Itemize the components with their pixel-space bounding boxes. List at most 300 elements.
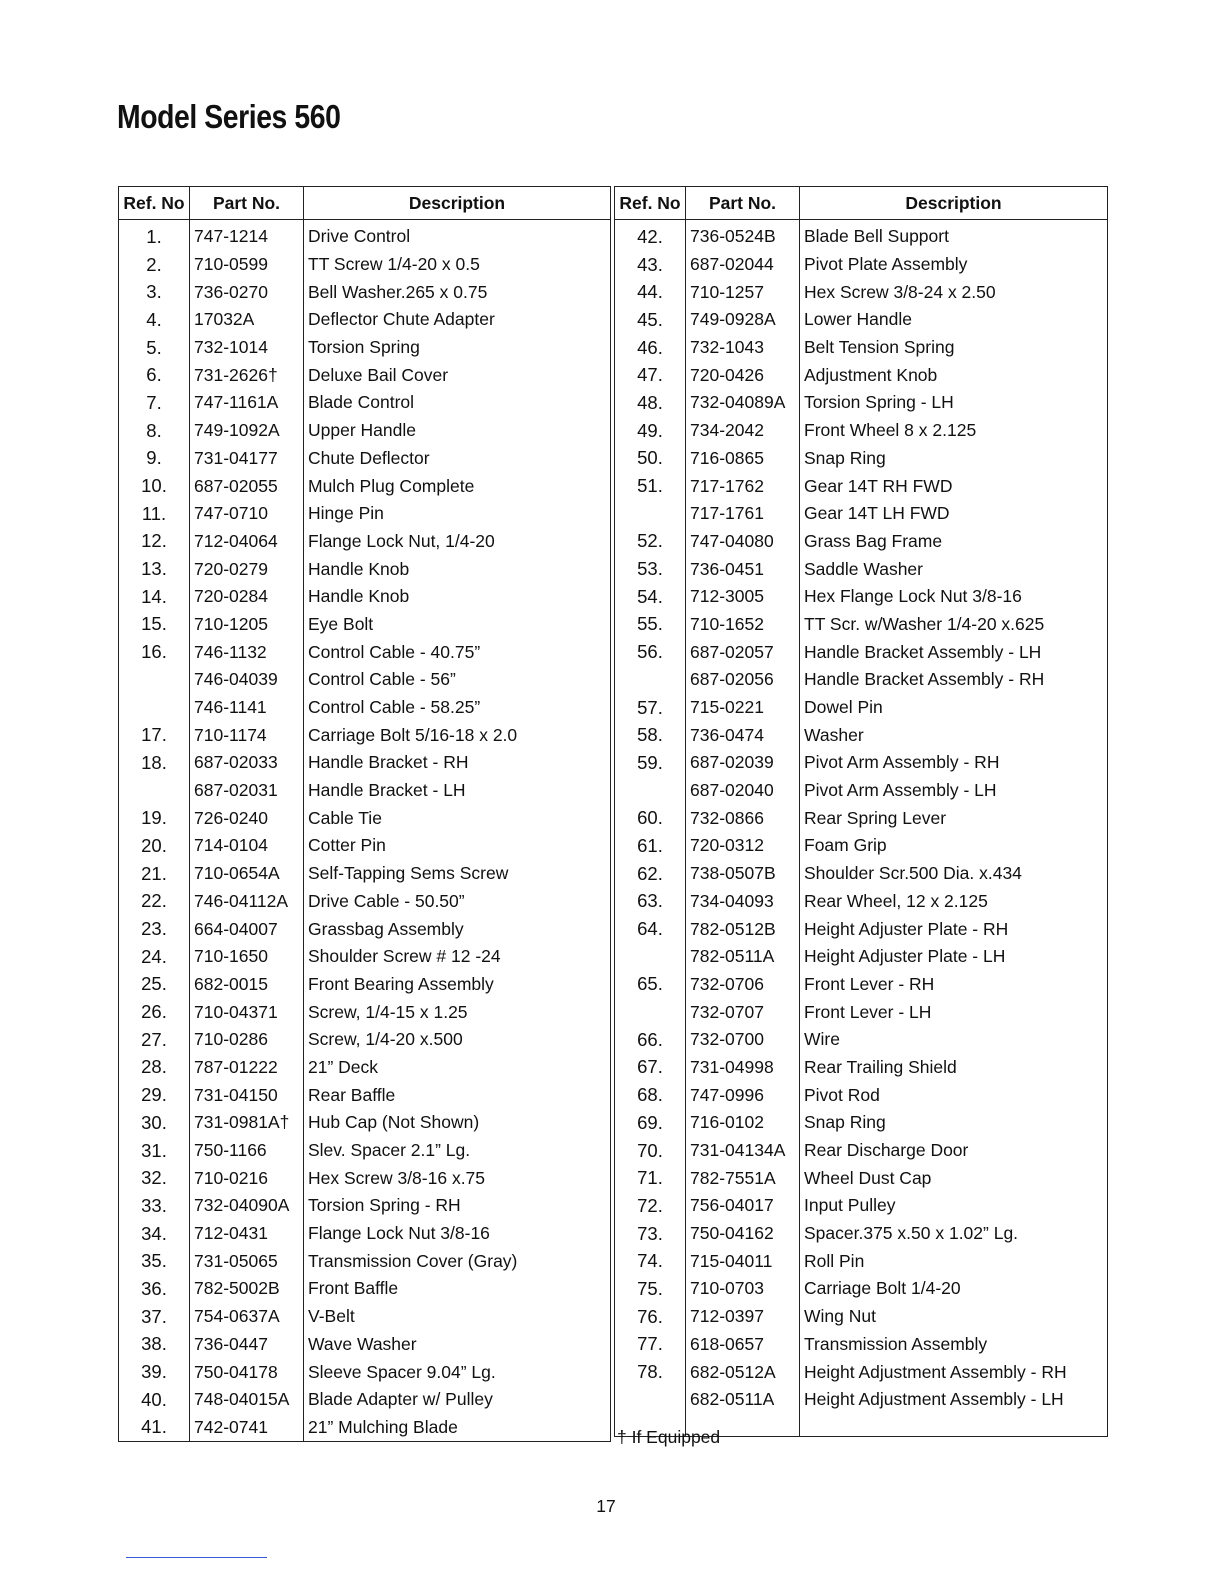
description-cell: Shoulder Screw # 12 -24 — [304, 943, 611, 971]
table-row — [615, 1220, 1108, 1248]
part-no-cell: 732-1043 — [686, 334, 800, 362]
ref-no-cell: 50. — [615, 445, 686, 473]
ref-no-cell: 6. — [119, 361, 190, 389]
description-cell: Flange Lock Nut, 1/4-20 — [304, 528, 611, 556]
description-cell: Cable Tie — [304, 804, 611, 832]
part-no-cell: 720-0284 — [190, 583, 304, 611]
part-no-cell: 750-1166 — [190, 1137, 304, 1165]
description-cell: Front Wheel 8 x 2.125 — [800, 417, 1108, 445]
ref-no-cell: 37. — [119, 1303, 190, 1331]
description-cell: Handle Knob — [304, 555, 611, 583]
ref-no-cell: 40. — [119, 1386, 190, 1414]
part-no-cell: 732-1014 — [190, 334, 304, 362]
part-no-cell: 746-1141 — [190, 694, 304, 722]
part-no-cell: 710-04371 — [190, 998, 304, 1026]
ref-no-cell: 75. — [615, 1275, 686, 1303]
ref-no-cell: 41. — [119, 1414, 190, 1442]
part-no-cell: 782-0511A — [686, 943, 800, 971]
description-cell: Hex Flange Lock Nut 3/8-16 — [800, 583, 1108, 611]
table-row — [615, 638, 1108, 666]
table-row — [615, 971, 1108, 999]
part-no-cell: 747-1161A — [190, 389, 304, 417]
table-row — [119, 998, 611, 1026]
part-no-cell: 716-0865 — [686, 445, 800, 473]
ref-no-cell: 51. — [615, 472, 686, 500]
table-row — [615, 555, 1108, 583]
part-no-cell: 736-0270 — [190, 278, 304, 306]
table-row — [615, 361, 1108, 389]
part-no-cell: 717-1762 — [686, 472, 800, 500]
description-cell: Height Adjustment Assembly - RH — [800, 1358, 1108, 1386]
part-no-cell: 726-0240 — [190, 804, 304, 832]
table-row — [615, 1109, 1108, 1137]
ref-no-cell: 14. — [119, 583, 190, 611]
part-no-cell: 710-0703 — [686, 1275, 800, 1303]
description-cell: Control Cable - 58.25” — [304, 694, 611, 722]
ref-no-cell: 56. — [615, 638, 686, 666]
part-no-cell: 710-1257 — [686, 278, 800, 306]
table-row — [615, 832, 1108, 860]
description-cell: Foam Grip — [800, 832, 1108, 860]
part-no-cell: 731-2626† — [190, 361, 304, 389]
description-cell: Dowel Pin — [800, 694, 1108, 722]
table-row — [615, 445, 1108, 473]
ref-no-cell: 57. — [615, 694, 686, 722]
ref-no-cell: 21. — [119, 860, 190, 888]
part-no-cell: 734-04093 — [686, 888, 800, 916]
part-no-cell: 17032A — [190, 306, 304, 334]
ref-no-cell: 12. — [119, 528, 190, 556]
ref-no-cell: 16. — [119, 638, 190, 666]
description-cell: Wheel Dust Cap — [800, 1164, 1108, 1192]
table-row — [615, 220, 1108, 251]
ref-no-cell: 67. — [615, 1054, 686, 1082]
description-cell: Height Adjuster Plate - LH — [800, 943, 1108, 971]
description-cell: Handle Bracket - RH — [304, 749, 611, 777]
table-row — [119, 1109, 611, 1137]
ref-no-cell: 77. — [615, 1331, 686, 1359]
ref-no-cell: 31. — [119, 1137, 190, 1165]
part-no-cell: 710-1174 — [190, 721, 304, 749]
description-cell: Rear Wheel, 12 x 2.125 — [800, 888, 1108, 916]
part-no-cell: 747-0710 — [190, 500, 304, 528]
part-no-cell: 732-0700 — [686, 1026, 800, 1054]
table-row — [615, 694, 1108, 722]
table-row — [119, 1026, 611, 1054]
ref-no-cell: 5. — [119, 334, 190, 362]
table-row — [615, 1026, 1108, 1054]
part-no-cell: 687-02040 — [686, 777, 800, 805]
description-cell: Roll Pin — [800, 1247, 1108, 1275]
description-cell: Hex Screw 3/8-24 x 2.50 — [800, 278, 1108, 306]
part-no-cell: 712-0431 — [190, 1220, 304, 1248]
description-cell: Screw, 1/4-15 x 1.25 — [304, 998, 611, 1026]
ref-no-cell: 25. — [119, 971, 190, 999]
description-cell: Screw, 1/4-20 x.500 — [304, 1026, 611, 1054]
part-no-cell: 715-0221 — [686, 694, 800, 722]
description-cell: Blade Adapter w/ Pulley — [304, 1386, 611, 1414]
description-cell: Torsion Spring - LH — [800, 389, 1108, 417]
ref-no-cell: 7. — [119, 389, 190, 417]
part-no-cell: 710-0654A — [190, 860, 304, 888]
part-no-cell: 749-0928A — [686, 306, 800, 334]
table-row — [119, 1220, 611, 1248]
table-row — [119, 306, 611, 334]
part-no-cell: 732-0866 — [686, 804, 800, 832]
part-no-cell: 720-0312 — [686, 832, 800, 860]
description-cell: Hinge Pin — [304, 500, 611, 528]
part-no-cell: 742-0741 — [190, 1414, 304, 1442]
ref-no-cell: 35. — [119, 1247, 190, 1275]
table-header-row — [119, 187, 611, 220]
table-row — [615, 666, 1108, 694]
part-no-cell: 746-04039 — [190, 666, 304, 694]
description-cell: Sleeve Spacer 9.04” Lg. — [304, 1358, 611, 1386]
description-cell: Transmission Cover (Gray) — [304, 1247, 611, 1275]
table-row — [119, 1331, 611, 1359]
description-cell: Blade Bell Support — [800, 220, 1108, 251]
ref-no-cell — [615, 777, 686, 805]
ref-no-cell: 78. — [615, 1358, 686, 1386]
ref-no-cell: 10. — [119, 472, 190, 500]
part-no-cell: 682-0511A — [686, 1386, 800, 1414]
ref-no-cell: 49. — [615, 417, 686, 445]
table-row — [119, 860, 611, 888]
description-header: Description — [800, 187, 1108, 220]
table-row — [119, 915, 611, 943]
part-no-cell: 787-01222 — [190, 1054, 304, 1082]
part-no-cell: 748-04015A — [190, 1386, 304, 1414]
description-cell: Rear Baffle — [304, 1081, 611, 1109]
part-no-cell: 731-04134A — [686, 1137, 800, 1165]
ref-no-cell: 65. — [615, 971, 686, 999]
part-no-cell: 747-04080 — [686, 528, 800, 556]
table-row — [615, 804, 1108, 832]
part-no-cell: 754-0637A — [190, 1303, 304, 1331]
table-row — [119, 1054, 611, 1082]
description-cell: Cotter Pin — [304, 832, 611, 860]
ref-no-cell: 53. — [615, 555, 686, 583]
part-no-cell: 747-0996 — [686, 1081, 800, 1109]
description-cell: Handle Bracket Assembly - LH — [800, 638, 1108, 666]
part-no-cell: 734-2042 — [686, 417, 800, 445]
ref-no-cell: 33. — [119, 1192, 190, 1220]
table-row — [119, 1137, 611, 1165]
table-row — [615, 278, 1108, 306]
description-cell: Flange Lock Nut 3/8-16 — [304, 1220, 611, 1248]
ref-no-cell — [615, 666, 686, 694]
ref-no-cell: 48. — [615, 389, 686, 417]
part-no-cell: 712-3005 — [686, 583, 800, 611]
table-row — [615, 915, 1108, 943]
ref-no-cell: 73. — [615, 1220, 686, 1248]
part-no-cell: 738-0507B — [686, 860, 800, 888]
part-no-cell: 736-0524B — [686, 220, 800, 251]
description-cell: Handle Bracket Assembly - RH — [800, 666, 1108, 694]
description-cell: Snap Ring — [800, 445, 1108, 473]
description-cell: Front Lever - RH — [800, 971, 1108, 999]
ref-no-cell: 4. — [119, 306, 190, 334]
ref-no-cell: 46. — [615, 334, 686, 362]
description-cell: Pivot Rod — [800, 1081, 1108, 1109]
part-no-cell: 736-0451 — [686, 555, 800, 583]
part-no-cell: 687-02031 — [190, 777, 304, 805]
ref-no-cell: 58. — [615, 721, 686, 749]
ref-no-cell: 27. — [119, 1026, 190, 1054]
part-no-cell: 687-02039 — [686, 749, 800, 777]
table-row — [119, 1192, 611, 1220]
table-row — [119, 220, 611, 251]
table-row — [615, 1192, 1108, 1220]
part-no-cell: 731-05065 — [190, 1247, 304, 1275]
ref-no-cell: 71. — [615, 1164, 686, 1192]
table-row — [615, 528, 1108, 556]
table-row — [615, 1137, 1108, 1165]
ref-no-cell: 18. — [119, 749, 190, 777]
description-cell: Blade Control — [304, 389, 611, 417]
description-cell: Rear Trailing Shield — [800, 1054, 1108, 1082]
ref-no-cell: 34. — [119, 1220, 190, 1248]
description-cell: Belt Tension Spring — [800, 334, 1108, 362]
ref-no-cell: 62. — [615, 860, 686, 888]
part-no-cell: 782-7551A — [686, 1164, 800, 1192]
ref-no-header: Ref. No — [119, 187, 190, 220]
ref-no-cell: 44. — [615, 278, 686, 306]
description-cell: Front Bearing Assembly — [304, 971, 611, 999]
part-no-cell: 732-0707 — [686, 998, 800, 1026]
ref-no-cell: 15. — [119, 611, 190, 639]
description-cell: Pivot Arm Assembly - RH — [800, 749, 1108, 777]
ref-no-cell: 43. — [615, 251, 686, 279]
description-cell: Handle Bracket - LH — [304, 777, 611, 805]
description-cell: Wave Washer — [304, 1331, 611, 1359]
description-cell: Deluxe Bail Cover — [304, 361, 611, 389]
page-title: Model Series 560 — [117, 98, 341, 135]
part-no-cell: 736-0447 — [190, 1331, 304, 1359]
table-row — [615, 888, 1108, 916]
table-row — [119, 1247, 611, 1275]
part-no-cell: 756-04017 — [686, 1192, 800, 1220]
part-no-cell: 731-0981A† — [190, 1109, 304, 1137]
table-row — [615, 749, 1108, 777]
table-row — [615, 334, 1108, 362]
table-row — [119, 334, 611, 362]
ref-no-cell — [615, 943, 686, 971]
ref-no-cell: 1. — [119, 220, 190, 251]
table-row — [119, 804, 611, 832]
ref-no-cell — [119, 666, 190, 694]
part-no-cell: 716-0102 — [686, 1109, 800, 1137]
description-cell: Mulch Plug Complete — [304, 472, 611, 500]
table-row — [615, 583, 1108, 611]
ref-no-cell: 66. — [615, 1026, 686, 1054]
description-cell: Shoulder Scr.500 Dia. x.434 — [800, 860, 1108, 888]
description-cell: Control Cable - 56” — [304, 666, 611, 694]
ref-no-cell — [615, 1386, 686, 1414]
ref-no-cell: 28. — [119, 1054, 190, 1082]
table-row — [119, 500, 611, 528]
ref-no-cell: 8. — [119, 417, 190, 445]
table-row — [615, 1303, 1108, 1331]
part-no-cell: 710-1205 — [190, 611, 304, 639]
part-no-cell: 747-1214 — [190, 220, 304, 251]
description-cell: Torsion Spring - RH — [304, 1192, 611, 1220]
table-row — [119, 1164, 611, 1192]
ref-no-cell: 61. — [615, 832, 686, 860]
description-cell: Hex Screw 3/8-16 x.75 — [304, 1164, 611, 1192]
ref-no-cell: 54. — [615, 583, 686, 611]
part-no-cell: 782-5002B — [190, 1275, 304, 1303]
ref-no-cell: 36. — [119, 1275, 190, 1303]
table-row — [615, 1054, 1108, 1082]
part-no-cell: 710-0599 — [190, 251, 304, 279]
ref-no-cell: 52. — [615, 528, 686, 556]
table-row — [119, 694, 611, 722]
ref-no-cell: 55. — [615, 611, 686, 639]
table-row — [119, 1358, 611, 1386]
ref-no-cell: 9. — [119, 445, 190, 473]
table-row — [119, 583, 611, 611]
part-no-cell: 736-0474 — [686, 721, 800, 749]
ref-no-cell: 68. — [615, 1081, 686, 1109]
part-no-cell: 664-04007 — [190, 915, 304, 943]
ref-no-cell: 38. — [119, 1331, 190, 1359]
part-no-cell: 732-04090A — [190, 1192, 304, 1220]
table-row — [615, 1081, 1108, 1109]
table-row — [119, 721, 611, 749]
description-cell: Self-Tapping Sems Screw — [304, 860, 611, 888]
ref-no-cell: 19. — [119, 804, 190, 832]
part-no-cell: 712-0397 — [686, 1303, 800, 1331]
ref-no-cell: 72. — [615, 1192, 686, 1220]
ref-no-cell: 32. — [119, 1164, 190, 1192]
table-row — [119, 611, 611, 639]
description-cell: Front Baffle — [304, 1275, 611, 1303]
description-cell: Lower Handle — [800, 306, 1108, 334]
description-cell: Carriage Bolt 5/16-18 x 2.0 — [304, 721, 611, 749]
table-row — [119, 1386, 611, 1414]
description-cell: Height Adjustment Assembly - LH — [800, 1386, 1108, 1414]
part-no-cell: 717-1761 — [686, 500, 800, 528]
table-row — [119, 445, 611, 473]
description-cell: Washer — [800, 721, 1108, 749]
ref-no-cell: 45. — [615, 306, 686, 334]
part-no-cell: 731-04177 — [190, 445, 304, 473]
table-row — [119, 777, 611, 805]
table-row — [615, 1247, 1108, 1275]
part-no-cell: 746-1132 — [190, 638, 304, 666]
part-no-cell: 710-1652 — [686, 611, 800, 639]
description-cell: V-Belt — [304, 1303, 611, 1331]
description-cell: TT Screw 1/4-20 x 0.5 — [304, 251, 611, 279]
description-cell: Grass Bag Frame — [800, 528, 1108, 556]
table-row — [615, 1275, 1108, 1303]
description-cell: Spacer.375 x.50 x 1.02” Lg. — [800, 1220, 1108, 1248]
table-row — [119, 971, 611, 999]
description-cell: 21” Mulching Blade — [304, 1414, 611, 1442]
part-no-cell: 687-02033 — [190, 749, 304, 777]
part-no-cell: 710-0286 — [190, 1026, 304, 1054]
description-cell: Gear 14T LH FWD — [800, 500, 1108, 528]
table-row — [615, 611, 1108, 639]
description-cell: Slev. Spacer 2.1” Lg. — [304, 1137, 611, 1165]
description-cell: Input Pulley — [800, 1192, 1108, 1220]
ref-no-cell: 23. — [119, 915, 190, 943]
description-cell: Wire — [800, 1026, 1108, 1054]
description-cell: Transmission Assembly — [800, 1331, 1108, 1359]
table-row — [119, 389, 611, 417]
part-no-cell: 618-0657 — [686, 1331, 800, 1359]
part-no-cell: 687-02044 — [686, 251, 800, 279]
description-header: Description — [304, 187, 611, 220]
description-cell: Grassbag Assembly — [304, 915, 611, 943]
ref-no-cell: 29. — [119, 1081, 190, 1109]
description-cell: Hub Cap (Not Shown) — [304, 1109, 611, 1137]
description-cell: Deflector Chute Adapter — [304, 306, 611, 334]
ref-no-cell: 13. — [119, 555, 190, 583]
part-no-cell: 714-0104 — [190, 832, 304, 860]
ref-no-cell — [615, 500, 686, 528]
part-no-header: Part No. — [190, 187, 304, 220]
ref-no-cell: 74. — [615, 1247, 686, 1275]
table-row — [119, 417, 611, 445]
table-row — [119, 1275, 611, 1303]
part-no-cell: 732-04089A — [686, 389, 800, 417]
ref-no-cell: 70. — [615, 1137, 686, 1165]
description-cell: Chute Deflector — [304, 445, 611, 473]
ref-no-cell: 42. — [615, 220, 686, 251]
part-no-cell: 687-02055 — [190, 472, 304, 500]
description-cell: Drive Cable - 50.50” — [304, 888, 611, 916]
description-cell: 21” Deck — [304, 1054, 611, 1082]
footer-rule — [126, 1557, 267, 1558]
description-cell: Upper Handle — [304, 417, 611, 445]
table-row — [615, 1164, 1108, 1192]
description-cell: Saddle Washer — [800, 555, 1108, 583]
table-row — [615, 998, 1108, 1026]
part-no-cell: 710-1650 — [190, 943, 304, 971]
ref-no-cell: 47. — [615, 361, 686, 389]
description-cell: Bell Washer.265 x 0.75 — [304, 278, 611, 306]
ref-no-cell: 17. — [119, 721, 190, 749]
table-row — [615, 500, 1108, 528]
part-no-cell: 720-0279 — [190, 555, 304, 583]
description-cell: Pivot Arm Assembly - LH — [800, 777, 1108, 805]
table-row — [119, 528, 611, 556]
description-cell: Gear 14T RH FWD — [800, 472, 1108, 500]
part-no-cell: 712-04064 — [190, 528, 304, 556]
table-row — [615, 943, 1108, 971]
table-row — [119, 888, 611, 916]
table-row — [119, 943, 611, 971]
page-number: 17 — [596, 1496, 616, 1516]
table-row — [119, 472, 611, 500]
footnote: † If Equipped — [617, 1427, 721, 1447]
table-row — [119, 832, 611, 860]
table-row — [615, 472, 1108, 500]
table-row — [615, 1386, 1108, 1414]
ref-no-cell: 76. — [615, 1303, 686, 1331]
ref-no-cell: 3. — [119, 278, 190, 306]
ref-no-cell — [119, 777, 190, 805]
parts-table-right — [614, 186, 1108, 1437]
description-cell: Drive Control — [304, 220, 611, 251]
part-no-cell: 682-0512A — [686, 1358, 800, 1386]
ref-no-cell: 22. — [119, 888, 190, 916]
description-cell: Control Cable - 40.75” — [304, 638, 611, 666]
table-row — [119, 278, 611, 306]
table-row — [615, 306, 1108, 334]
